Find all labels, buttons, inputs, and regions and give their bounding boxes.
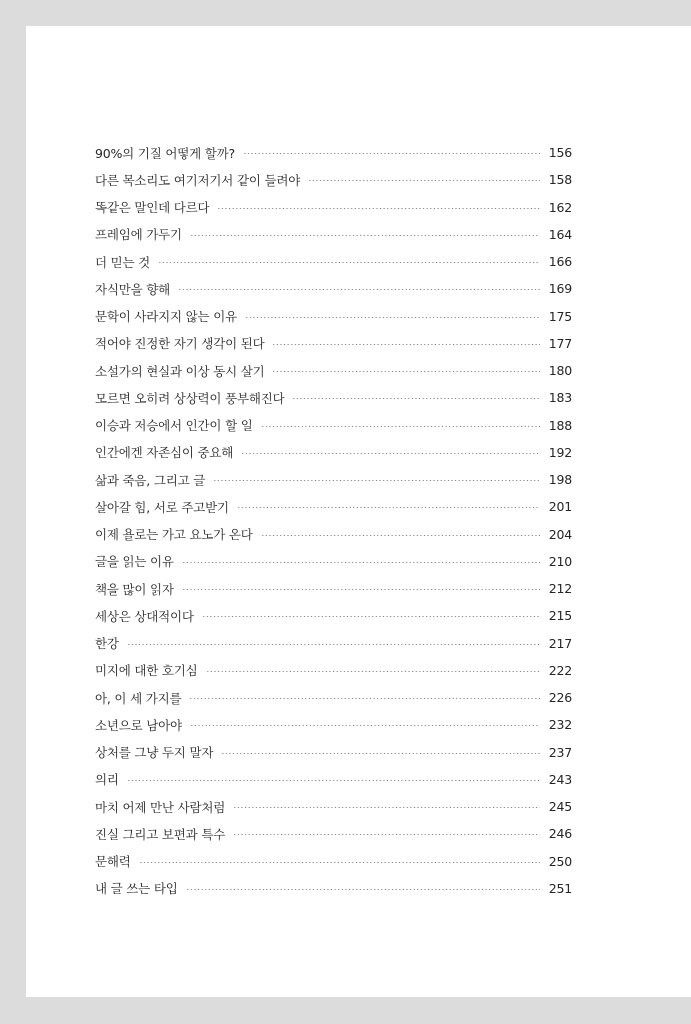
dot-leader — [245, 317, 540, 318]
toc-entry-page-number: 212 — [548, 581, 572, 597]
toc-entry — [95, 657, 572, 684]
dot-leader — [221, 753, 540, 754]
toc-entry — [95, 384, 572, 411]
toc-entry-page-number: 166 — [548, 254, 572, 270]
toc-entry — [95, 848, 572, 875]
toc-entry-title: 다른 목소리도 여기저기서 같이 들려야 — [95, 172, 301, 188]
toc-entry — [95, 575, 572, 602]
toc-entry — [95, 466, 572, 493]
toc-entry — [95, 820, 572, 847]
toc-entry-title: 문학이 사라지지 않는 이유 — [95, 309, 237, 325]
dot-leader — [243, 153, 540, 154]
toc-entry-title: 인간에겐 자존심이 중요해 — [95, 445, 234, 461]
toc-entry — [95, 330, 572, 357]
dot-leader — [213, 480, 540, 481]
toc-entry-page-number: 175 — [548, 308, 572, 324]
toc-entry-page-number: 188 — [548, 417, 572, 433]
toc-entry — [95, 303, 572, 330]
toc-entry — [95, 221, 572, 248]
toc-entry-page-number: 192 — [548, 444, 572, 460]
toc-entry-title: 문해력 — [95, 854, 131, 870]
toc-entry-page-number: 237 — [548, 744, 572, 760]
toc-entry-title: 자식만을 향해 — [95, 281, 171, 297]
toc-entry-title: 세상은 상대적이다 — [95, 608, 194, 624]
dot-leader — [158, 262, 540, 263]
toc-entry — [95, 139, 572, 166]
dot-leader — [127, 644, 540, 645]
toc-entry-page-number: 226 — [548, 690, 572, 706]
toc-entry-title: 소설가의 현실과 이상 동시 살기 — [95, 363, 265, 379]
toc-entry-page-number: 250 — [548, 853, 572, 869]
dot-leader — [237, 507, 540, 508]
toc-entry — [95, 875, 572, 902]
toc-entry-page-number: 183 — [548, 390, 572, 406]
toc-entry — [95, 739, 572, 766]
dot-leader — [261, 535, 540, 536]
dot-leader — [241, 453, 540, 454]
dot-leader — [308, 180, 540, 181]
toc-entry-page-number: 164 — [548, 226, 572, 242]
toc-entry-title: 상처를 그냥 두지 말자 — [95, 745, 214, 761]
toc-entry-page-number: 210 — [548, 553, 572, 569]
toc-entry-page-number: 158 — [548, 172, 572, 188]
toc-entry-title: 모르면 오히려 상상력이 풍부해진다 — [95, 390, 285, 406]
toc-entry — [95, 493, 572, 520]
toc-entry-page-number: 217 — [548, 635, 572, 651]
toc-entry — [95, 630, 572, 657]
toc-entry — [95, 166, 572, 193]
toc-entry-page-number: 245 — [548, 799, 572, 815]
toc-entry — [95, 194, 572, 221]
toc-entry-page-number: 177 — [548, 335, 572, 351]
book-page — [26, 26, 691, 997]
toc-entry — [95, 521, 572, 548]
toc-entry — [95, 357, 572, 384]
toc-entry-title: 살아갈 힘, 서로 주고받기 — [95, 499, 229, 515]
table-of-contents — [95, 139, 572, 902]
toc-entry — [95, 275, 572, 302]
toc-entry-title: 아, 이 세 가지를 — [95, 690, 182, 706]
dot-leader — [190, 725, 540, 726]
dot-leader — [182, 562, 540, 563]
toc-entry-page-number: 204 — [548, 526, 572, 542]
toc-entry-page-number: 232 — [548, 717, 572, 733]
dot-leader — [190, 235, 540, 236]
toc-entry-title: 소년으로 남아야 — [95, 717, 182, 733]
toc-entry-page-number: 222 — [548, 662, 572, 678]
toc-entry-page-number: 180 — [548, 363, 572, 379]
dot-leader — [139, 862, 540, 863]
toc-entry-title: 90%의 기질 어떻게 할까? — [95, 145, 235, 161]
toc-entry-title: 이승과 저승에서 인간이 할 일 — [95, 418, 253, 434]
toc-entry-title: 책을 많이 읽자 — [95, 581, 174, 597]
toc-entry — [95, 684, 572, 711]
toc-entry-title: 프레임에 가두기 — [95, 227, 182, 243]
toc-entry-title: 삶과 죽음, 그리고 글 — [95, 472, 206, 488]
dot-leader — [182, 589, 540, 590]
toc-entry-page-number: 215 — [548, 608, 572, 624]
dot-leader — [261, 426, 540, 427]
dot-leader — [217, 208, 540, 209]
toc-entry-title: 진실 그리고 보편과 특수 — [95, 826, 226, 842]
toc-entry — [95, 248, 572, 275]
toc-entry-page-number: 243 — [548, 771, 572, 787]
toc-entry-title: 똑같은 말인데 다르다 — [95, 200, 210, 216]
dot-leader — [178, 289, 540, 290]
dot-leader — [202, 616, 540, 617]
toc-entry — [95, 602, 572, 629]
toc-entry-title: 이제 욜로는 가고 요노가 온다 — [95, 527, 253, 543]
toc-entry — [95, 711, 572, 738]
toc-entry-title: 의리 — [95, 772, 119, 788]
toc-entry-title: 내 글 쓰는 타입 — [95, 881, 178, 897]
toc-entry — [95, 548, 572, 575]
toc-entry — [95, 793, 572, 820]
toc-entry-title: 글을 읽는 이유 — [95, 554, 174, 570]
toc-entry-title: 적어야 진정한 자기 생각이 된다 — [95, 336, 265, 352]
toc-entry-title: 마치 어제 만난 사람처럼 — [95, 799, 226, 815]
toc-entry — [95, 412, 572, 439]
toc-entry-page-number: 169 — [548, 281, 572, 297]
dot-leader — [127, 780, 540, 781]
dot-leader — [189, 698, 540, 699]
toc-entry — [95, 439, 572, 466]
dot-leader — [233, 807, 540, 808]
toc-entry — [95, 766, 572, 793]
dot-leader — [186, 889, 540, 890]
toc-entry-title: 한강 — [95, 636, 119, 652]
dot-leader — [292, 398, 540, 399]
toc-entry-page-number: 162 — [548, 199, 572, 215]
dot-leader — [272, 344, 540, 345]
toc-entry-page-number: 156 — [548, 145, 572, 161]
dot-leader — [206, 671, 540, 672]
toc-entry-page-number: 198 — [548, 472, 572, 488]
toc-entry-page-number: 251 — [548, 880, 572, 896]
dot-leader — [272, 371, 540, 372]
dot-leader — [233, 834, 540, 835]
toc-entry-page-number: 246 — [548, 826, 572, 842]
toc-entry-page-number: 201 — [548, 499, 572, 515]
toc-entry-title: 미지에 대한 호기심 — [95, 663, 198, 679]
toc-entry-title: 더 믿는 것 — [95, 254, 151, 270]
